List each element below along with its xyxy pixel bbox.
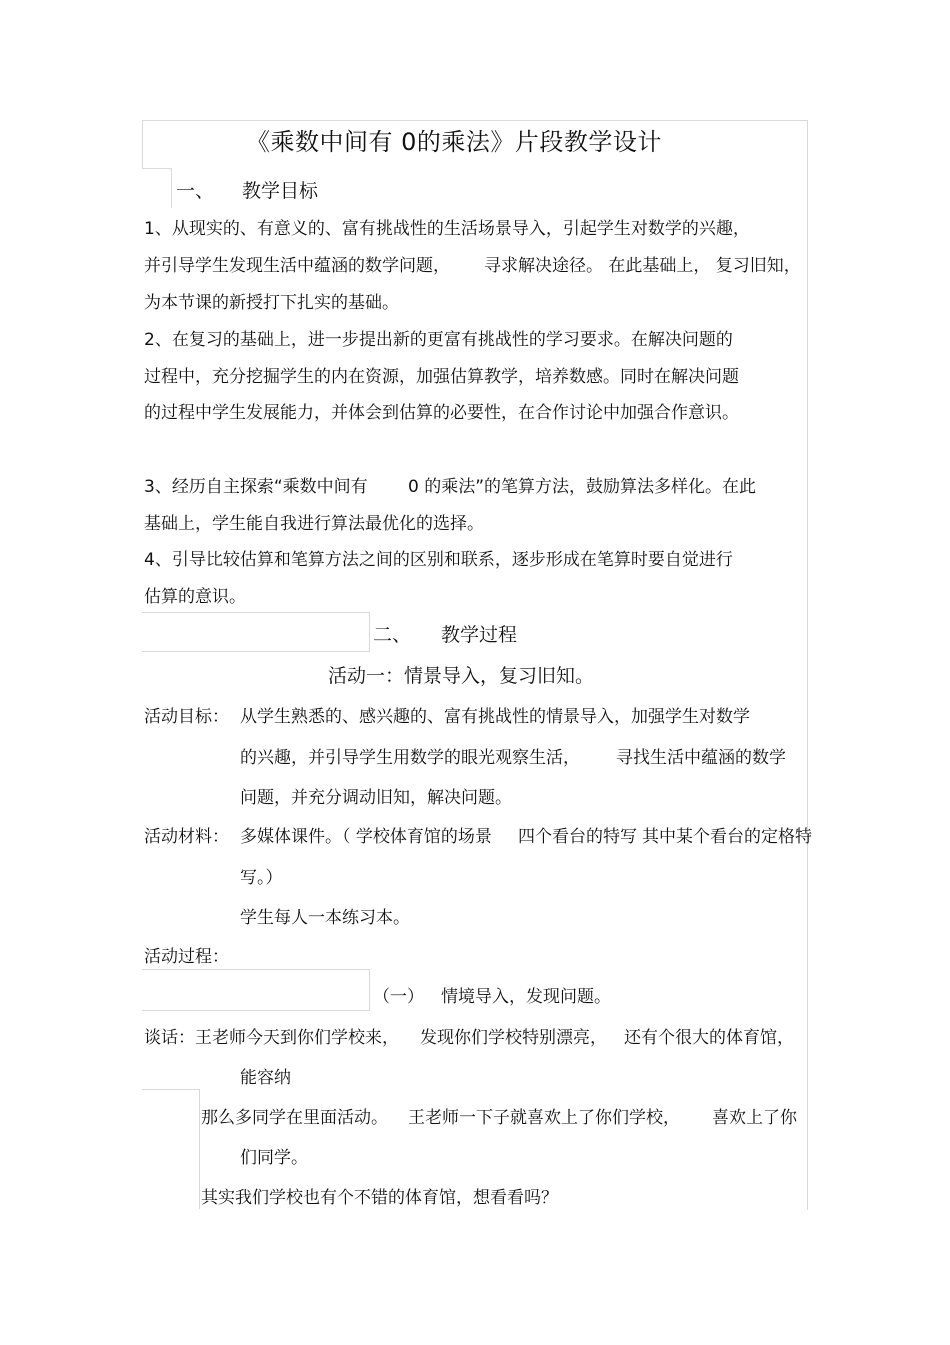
frame-box3-line xyxy=(142,1089,200,1090)
goal1-line3: 为本节课的新授打下扎实的基础。 xyxy=(144,293,399,313)
activity-goal-line2a: 的兴趣，并引导学生用数学的眼光观察生活， xyxy=(240,748,580,768)
subsection-number: （一） xyxy=(373,987,424,1007)
activity-material-line1c: 其中某个看台的定格特 xyxy=(642,827,812,847)
activity-material-line1b: 四个看台的特写 xyxy=(518,827,637,847)
talk-line1a: 谈话：王老师今天到你们学校来， xyxy=(144,1028,399,1048)
frame-box1-right xyxy=(369,612,370,652)
document-title: 《乘数中间有 0的乘法》片段教学设计 xyxy=(246,128,662,156)
activity-goal-label: 活动目标： xyxy=(144,707,229,727)
activity-process-label: 活动过程： xyxy=(144,947,229,967)
goal4-line2: 估算的意识。 xyxy=(144,587,246,607)
frame-right-line xyxy=(807,120,808,1210)
activity-goal-line2b: 寻找生活中蕴涵的数学 xyxy=(616,748,786,768)
activity-goal-line1: 从学生熟悉的、感兴趣的、富有挑战性的情景导入，加强学生对数学 xyxy=(240,707,750,727)
frame-box1-top xyxy=(142,612,370,613)
section1-number: 一、 xyxy=(176,180,215,202)
activity-material-line2: 写。） xyxy=(240,868,283,888)
talk-line2: 能容纳 xyxy=(240,1068,291,1088)
goal4-line1: 4、引导比较估算和笔算方法之间的区别和联系，逐步形成在笔算时要自觉进行 xyxy=(144,550,733,570)
goal1-line2a: 并引导学生发现生活中蕴涵的数学问题， xyxy=(144,256,450,276)
frame-row-cell-line xyxy=(171,168,172,208)
frame-box2-right xyxy=(369,969,370,1011)
talk-line3c: 喜欢上了你 xyxy=(712,1108,797,1128)
talk-line1c: 还有个很大的体育馆， xyxy=(624,1028,794,1048)
goal1-line2b: 寻求解决途径。 在此基础上， 复习旧知， xyxy=(484,256,801,276)
frame-row-line xyxy=(142,168,172,169)
frame-box2-bottom xyxy=(142,1010,370,1011)
goal1-line1: 1、从现实的、有意义的、富有挑战性的生活场景导入，引起学生对数学的兴趣， xyxy=(144,219,750,239)
talk-line3a: 那么多同学在里面活动。 xyxy=(201,1108,388,1128)
goal2-line1: 2、在复习的基础上，进一步提出新的更富有挑战性的学习要求。在解决问题的 xyxy=(144,330,733,350)
frame-left-line-top xyxy=(142,120,143,168)
talk-line3b: 王老师一下子就喜欢上了你们学校， xyxy=(408,1108,680,1128)
frame-box2-top xyxy=(142,969,370,970)
goal3-line1a: 3、经历自主探索“乘数中间有 xyxy=(144,477,368,497)
section2-number: 二、 xyxy=(373,624,412,646)
activity-material-line1a: 多媒体课件。（ 学校体育馆的场景 xyxy=(240,827,492,847)
section2-heading: 教学过程 xyxy=(441,624,518,646)
activity-material-label: 活动材料： xyxy=(144,827,229,847)
section1-heading: 教学目标 xyxy=(242,180,319,202)
frame-top-line xyxy=(142,120,808,121)
talk-line5: 其实我们学校也有个不错的体育馆，想看看吗？ xyxy=(201,1188,558,1208)
talk-line1b: 发现你们学校特别漂亮， xyxy=(420,1028,607,1048)
activity-goal-line3: 问题，并充分调动旧知，解决问题。 xyxy=(240,788,512,808)
goal3-line1b: 0 的乘法”的笔算方法，鼓励算法多样化。在此 xyxy=(408,477,757,497)
activity-material-line3: 学生每人一本练习本。 xyxy=(240,908,410,928)
frame-box1-bottom xyxy=(142,651,370,652)
activity-title: 活动一：情景导入，复习旧知。 xyxy=(328,665,595,687)
frame-box3-left xyxy=(199,1089,200,1209)
goal2-line2: 过程中，充分挖掘学生的内在资源，加强估算教学，培养数感。同时在解决问题 xyxy=(144,367,739,387)
subsection-heading: 情境导入，发现问题。 xyxy=(441,987,611,1007)
talk-line4: 们同学。 xyxy=(240,1148,308,1168)
goal3-line2: 基础上，学生能自我进行算法最优化的选择。 xyxy=(144,514,484,534)
goal2-line3: 的过程中学生发展能力，并体会到估算的必要性，在合作讨论中加强合作意识。 xyxy=(144,403,739,423)
